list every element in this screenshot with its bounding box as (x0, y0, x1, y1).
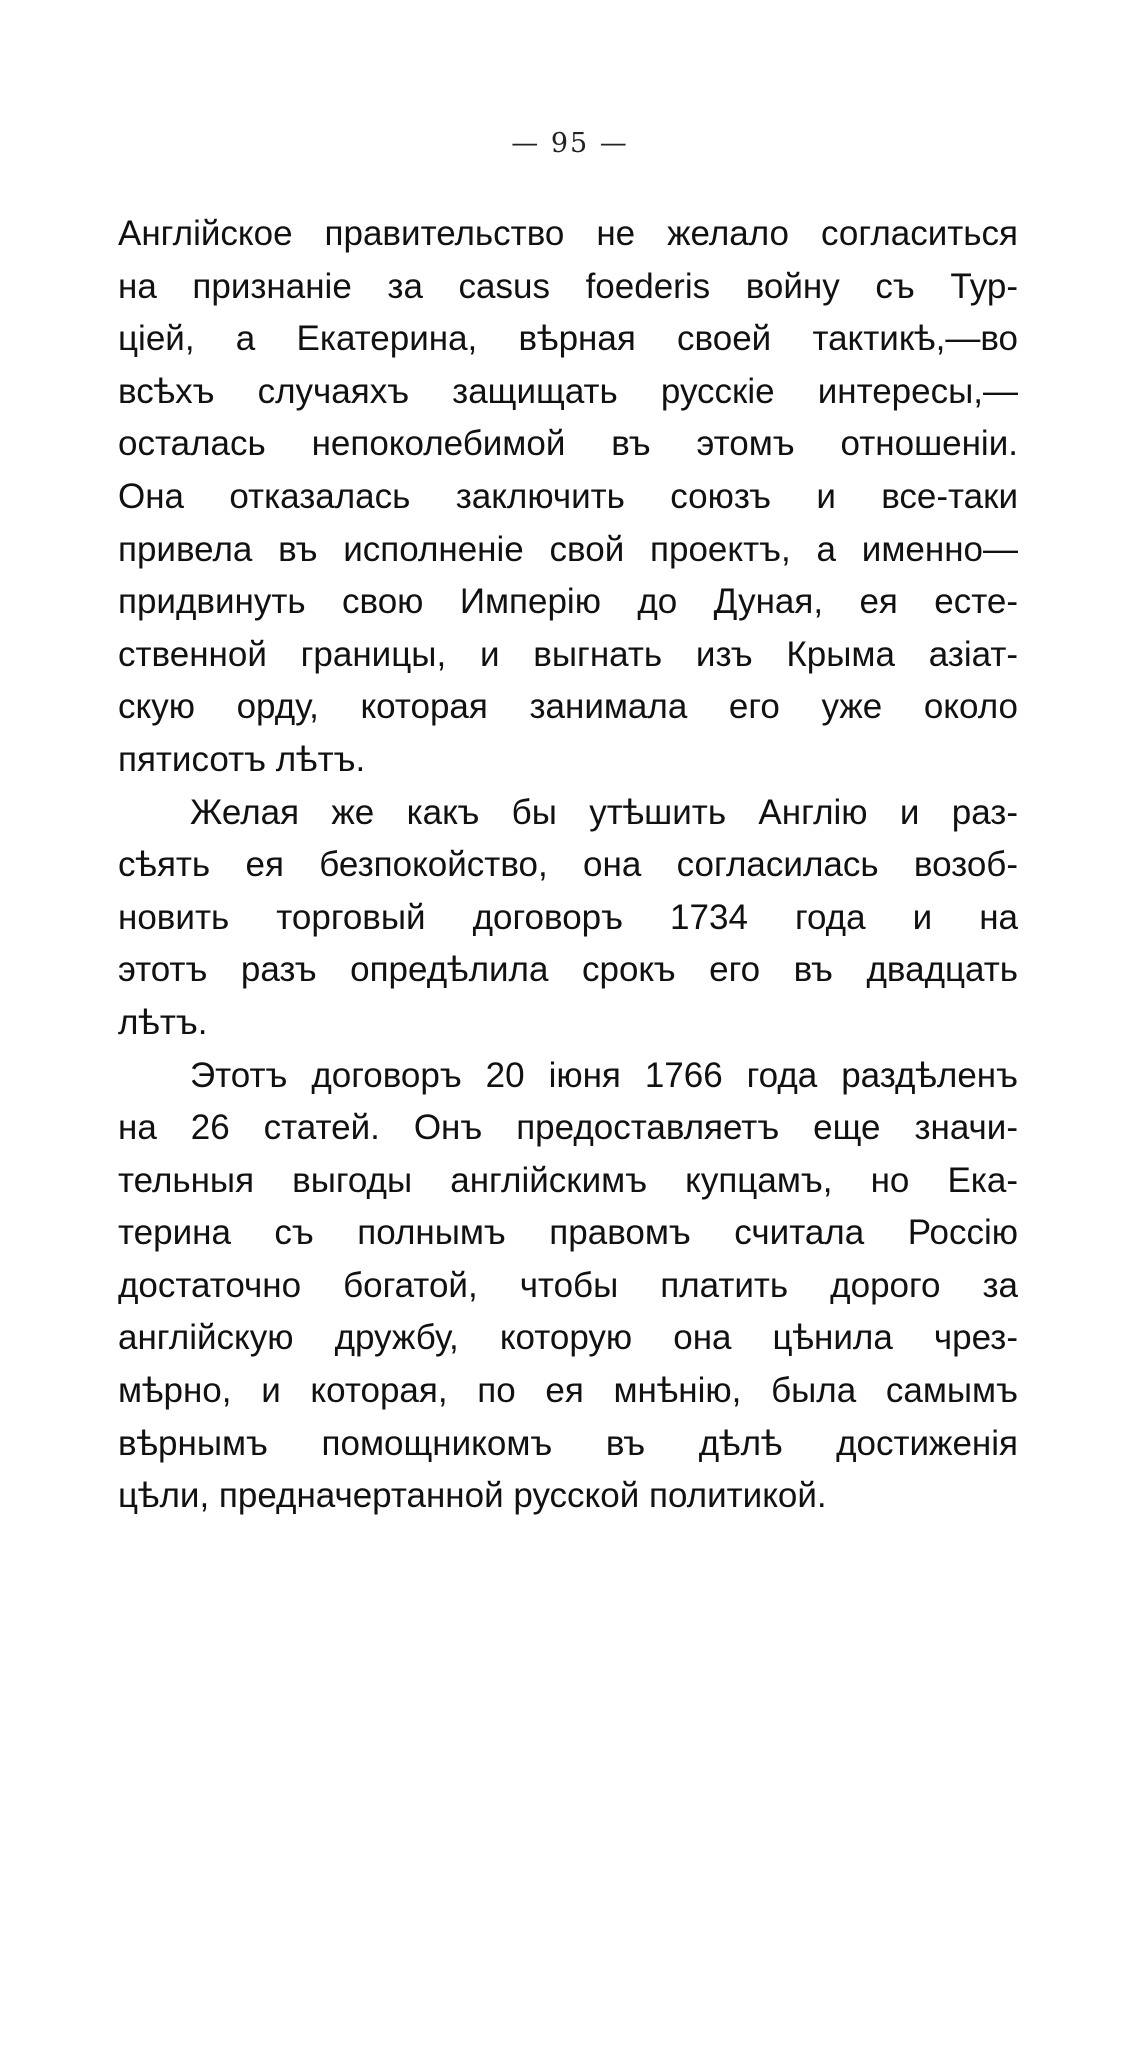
text-line: Англійское правительство не желало согласиться (118, 214, 1018, 253)
text-line: привела въ исполненіе свой проектъ, а именно— (118, 529, 1018, 569)
text-line: на 26 статей. Онъ предоставляетъ еще значи- (118, 1108, 1018, 1148)
text-line: новить торговый договоръ 1734 года и на (118, 897, 1018, 937)
text-line: Желая же какъ бы утѣшить Англію и раз- (190, 792, 1018, 832)
text-line: мѣрно, и которая, по ея мнѣнію, была самымъ (118, 1371, 1018, 1411)
page-number: — 95 — (511, 128, 629, 159)
text-line: всѣхъ случаяхъ защищать русскіе интересы,— (118, 371, 1018, 411)
text-line: скую орду, которая занимала его уже около (118, 687, 1018, 727)
text-line: Этотъ договоръ 20 іюня 1766 года раздѣленъ (190, 1055, 1018, 1095)
text-line: ственной границы, и выгнать изъ Крыма азіат- (118, 634, 1018, 674)
text-line: терина съ полнымъ правомъ считала Россію (118, 1213, 1018, 1253)
text-line: тельныя выгоды англійскимъ купцамъ, но Ека- (118, 1160, 1018, 1200)
text-line: вѣрнымъ помощникомъ въ дѣлѣ достиженія (118, 1423, 1018, 1463)
text-line: сѣять ея безпокойство, она согласилась возоб- (118, 845, 1018, 885)
text-line: придвинуть свою Имперію до Дуная, ея есте- (118, 582, 1018, 622)
text-line: пятисотъ лѣтъ. (118, 739, 366, 779)
text-line: осталась непоколебимой въ этомъ отношеніи. (118, 424, 1018, 464)
paragraph (118, 1050, 1018, 1523)
text-line: этотъ разъ опредѣлила срокъ его въ двадцать (118, 950, 1018, 990)
paragraph (118, 787, 1018, 1050)
text-line: достаточно богатой, чтобы платить дорого за (118, 1265, 1018, 1305)
text-line: Она отказалась заключить союзъ и все-таки (118, 476, 1018, 516)
text-line: цѣли, предначертанной русской политикой. (118, 1476, 827, 1516)
paragraph (118, 208, 1018, 787)
text-line: лѣтъ. (118, 1002, 208, 1042)
body-text (118, 208, 1018, 1523)
text-line: англійскую дружбу, которую она цѣнила чрез- (118, 1318, 1018, 1358)
text-line: ціей, а Екатерина, вѣрная своей тактикѣ,—во (118, 319, 1018, 359)
text-line: на признаніе за casus foederis войну съ Тур- (118, 266, 1018, 306)
